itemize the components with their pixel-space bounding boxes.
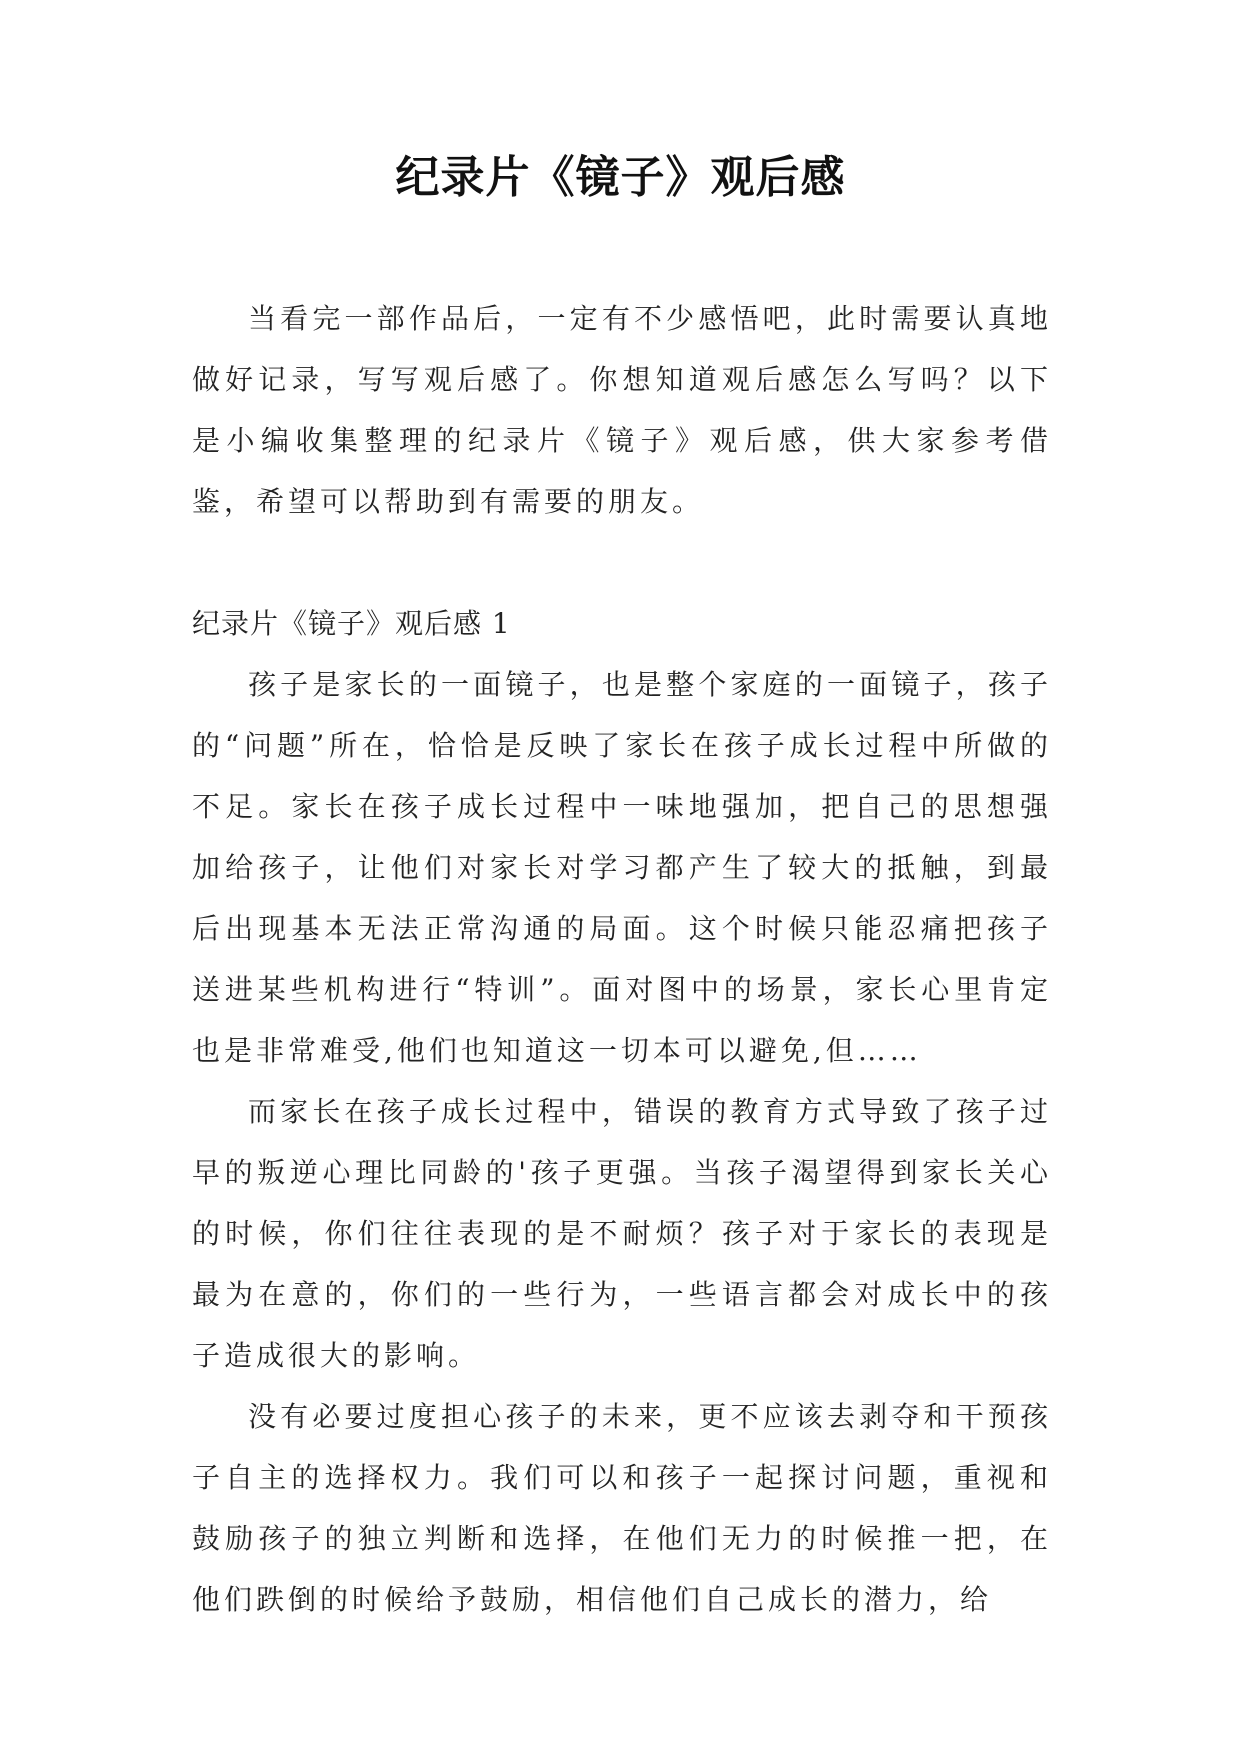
document-body [192,288,1052,1630]
body-paragraph-3: 没有必要过度担心孩子的未来，更不应该去剥夺和干预孩子自主的选择权力。我们可以和孩子一起探讨问题，重视和鼓励孩子的独立判断和选择，在他们无力的时候推一把，在他们跌倒的时候给予鼓励，相信他们自己成长的潜力，给 [192,1400,1052,1616]
body-paragraph-2: 而家长在孩子成长过程中，错误的教育方式导致了孩子过早的叛逆心理比同龄的'孩子更强。当孩子渴望得到家长关心的时候，你们往往表现的是不耐烦？孩子对于家长的表现是最为在意的，你们的一些行为，一些语言都会对成长中的孩子造成很大的影响。 [192,1095,1052,1372]
section-heading: 纪录片《镜子》观后感 1 [192,607,511,640]
intro-paragraph: 当看完一部作品后，一定有不少感悟吧，此时需要认真地做好记录，写写观后感了。你想知道观后感怎么写吗？以下是小编收集整理的纪录片《镜子》观后感，供大家参考借鉴，希望可以帮助到有需要的朋友。 [192,302,1052,518]
document-title: 纪录片《镜子》观后感 [395,152,846,203]
body-paragraph-1: 孩子是家长的一面镜子，也是整个家庭的一面镜子，孩子的“问题”所在，恰恰是反映了家长在孩子成长过程中所做的不足。家长在孩子成长过程中一味地强加，把自己的思想强加给孩子，让他们对家长对学习都产生了较大的抵触，到最后出现基本无法正常沟通的局面。这个时候只能忍痛把孩子送进某些机构进行“特训”。面对图中的场景，家长心里肯定也是非常难受,他们也知道这一切本可以避免,但…… [192,668,1052,1067]
